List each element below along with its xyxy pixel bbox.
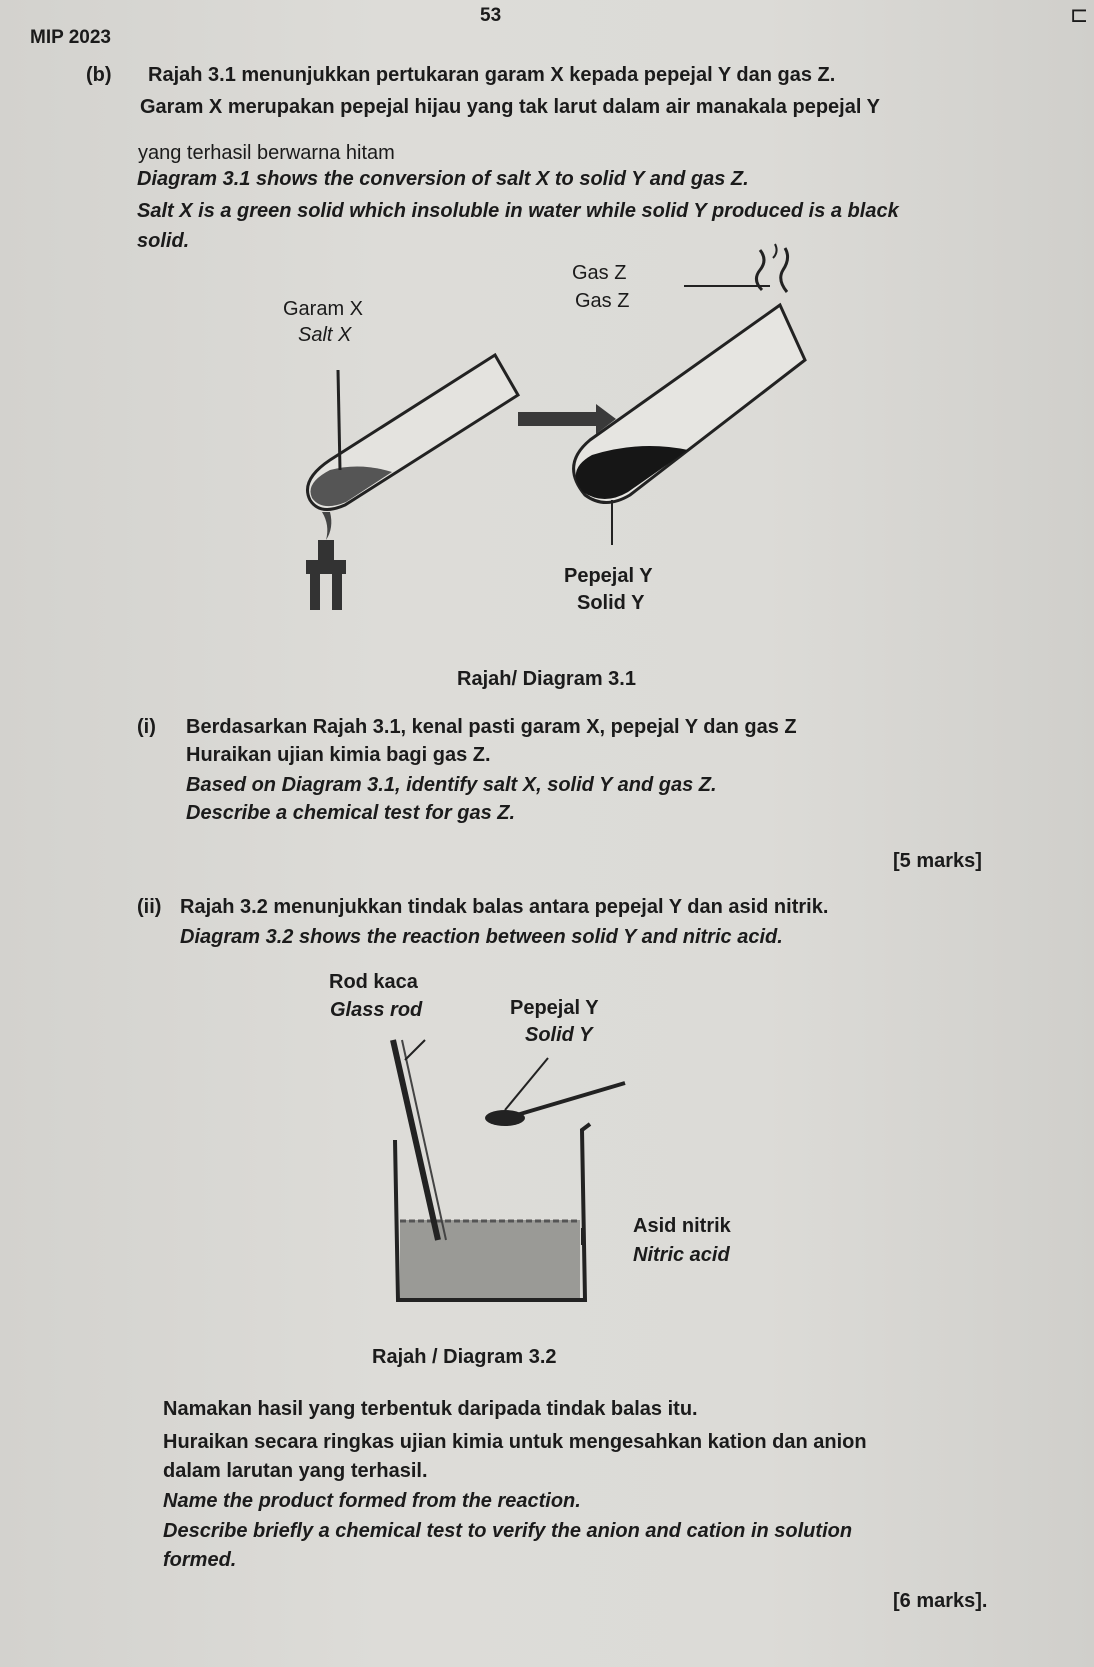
gas-z-label-malay: Gas Z	[572, 262, 627, 284]
part-b-label: (b)	[86, 64, 112, 86]
nitric-acid-label-malay: Asid nitrik	[633, 1215, 731, 1237]
question-i-english-line-2: Describe a chemical test for gas Z.	[186, 802, 516, 824]
question-ii-marks: [6 marks].	[893, 1590, 988, 1612]
part-b-malay-line-2: Garam X merupakan pepejal hijau yang tak larut dalam air manakala pepejal Y	[140, 96, 880, 118]
glass-rod-label-english: Glass rod	[330, 999, 423, 1021]
task-malay-line-3: dalam larutan yang terhasil.	[163, 1460, 428, 1482]
glass-rod-label-malay: Rod kaca	[329, 971, 418, 993]
task-english-line-2: Describe briefly a chemical test to verify the anion and cation in solution	[163, 1520, 853, 1542]
diagram-3-1-caption: Rajah/ Diagram 3.1	[457, 668, 636, 690]
salt-x-label-english: Salt X	[298, 324, 352, 346]
task-malay-line-2: Huraikan secara ringkas ujian kimia untuk mengesahkan kation dan anion	[163, 1431, 867, 1453]
corner-mark: ⊏	[1070, 2, 1089, 27]
question-i-english-line-1: Based on Diagram 3.1, identify salt X, solid Y and gas Z.	[186, 774, 717, 796]
task-malay-line-1: Namakan hasil yang terbentuk daripada tindak balas itu.	[163, 1398, 698, 1420]
page-number: 53	[480, 5, 502, 26]
part-b-english-line-3: solid.	[137, 230, 190, 252]
question-i-marks: [5 marks]	[893, 850, 982, 872]
part-b-malay-line-3: yang terhasil berwarna hitam	[138, 142, 395, 164]
task-english-line-3: formed.	[163, 1549, 237, 1571]
exam-code: MIP 2023	[30, 27, 111, 48]
gas-z-label-english: Gas Z	[575, 290, 630, 312]
salt-x-label-malay: Garam X	[283, 298, 364, 320]
question-i-malay-line-2: Huraikan ujian kimia bagi gas Z.	[186, 744, 491, 766]
part-b-english-line-2: Salt X is a green solid which insoluble in water while solid Y produced is a black	[137, 200, 899, 222]
task-english-line-1: Name the product formed from the reaction.	[163, 1490, 581, 1512]
solid-y-on-spatula	[485, 1110, 525, 1126]
part-b-malay-line-1: Rajah 3.1 menunjukkan pertukaran garam X kepada pepejal Y dan gas Z.	[148, 64, 836, 86]
part-b-english-line-1: Diagram 3.1 shows the conversion of salt X to solid Y and gas Z.	[137, 168, 749, 190]
solid-y-label-malay: Pepejal Y	[564, 565, 653, 587]
solid-y-label-english: Solid Y	[577, 592, 645, 614]
nitric-acid-liquid	[400, 1220, 580, 1298]
question-ii-malay-line: Rajah 3.2 menunjukkan tindak balas antara pepejal Y dan asid nitrik.	[180, 896, 829, 918]
solid-y-3-2-label-malay: Pepejal Y	[510, 997, 599, 1019]
question-ii-label: (ii)	[137, 896, 162, 918]
question-ii-english-line: Diagram 3.2 shows the reaction between solid Y and nitric acid.	[180, 926, 783, 948]
nitric-acid-label-english: Nitric acid	[633, 1244, 730, 1266]
beaker	[395, 1124, 590, 1300]
spatula	[485, 1083, 625, 1126]
solid-y-3-2-label-english: Solid Y	[525, 1024, 593, 1046]
question-i-malay-line-1: Berdasarkan Rajah 3.1, kenal pasti garam X, pepejal Y dan gas Z	[186, 716, 797, 738]
question-i-label: (i)	[137, 716, 156, 738]
diagram-3-2-caption: Rajah / Diagram 3.2	[372, 1346, 557, 1368]
glass-rod	[393, 1040, 446, 1240]
solid-y-pointer-3-2	[505, 1058, 548, 1110]
